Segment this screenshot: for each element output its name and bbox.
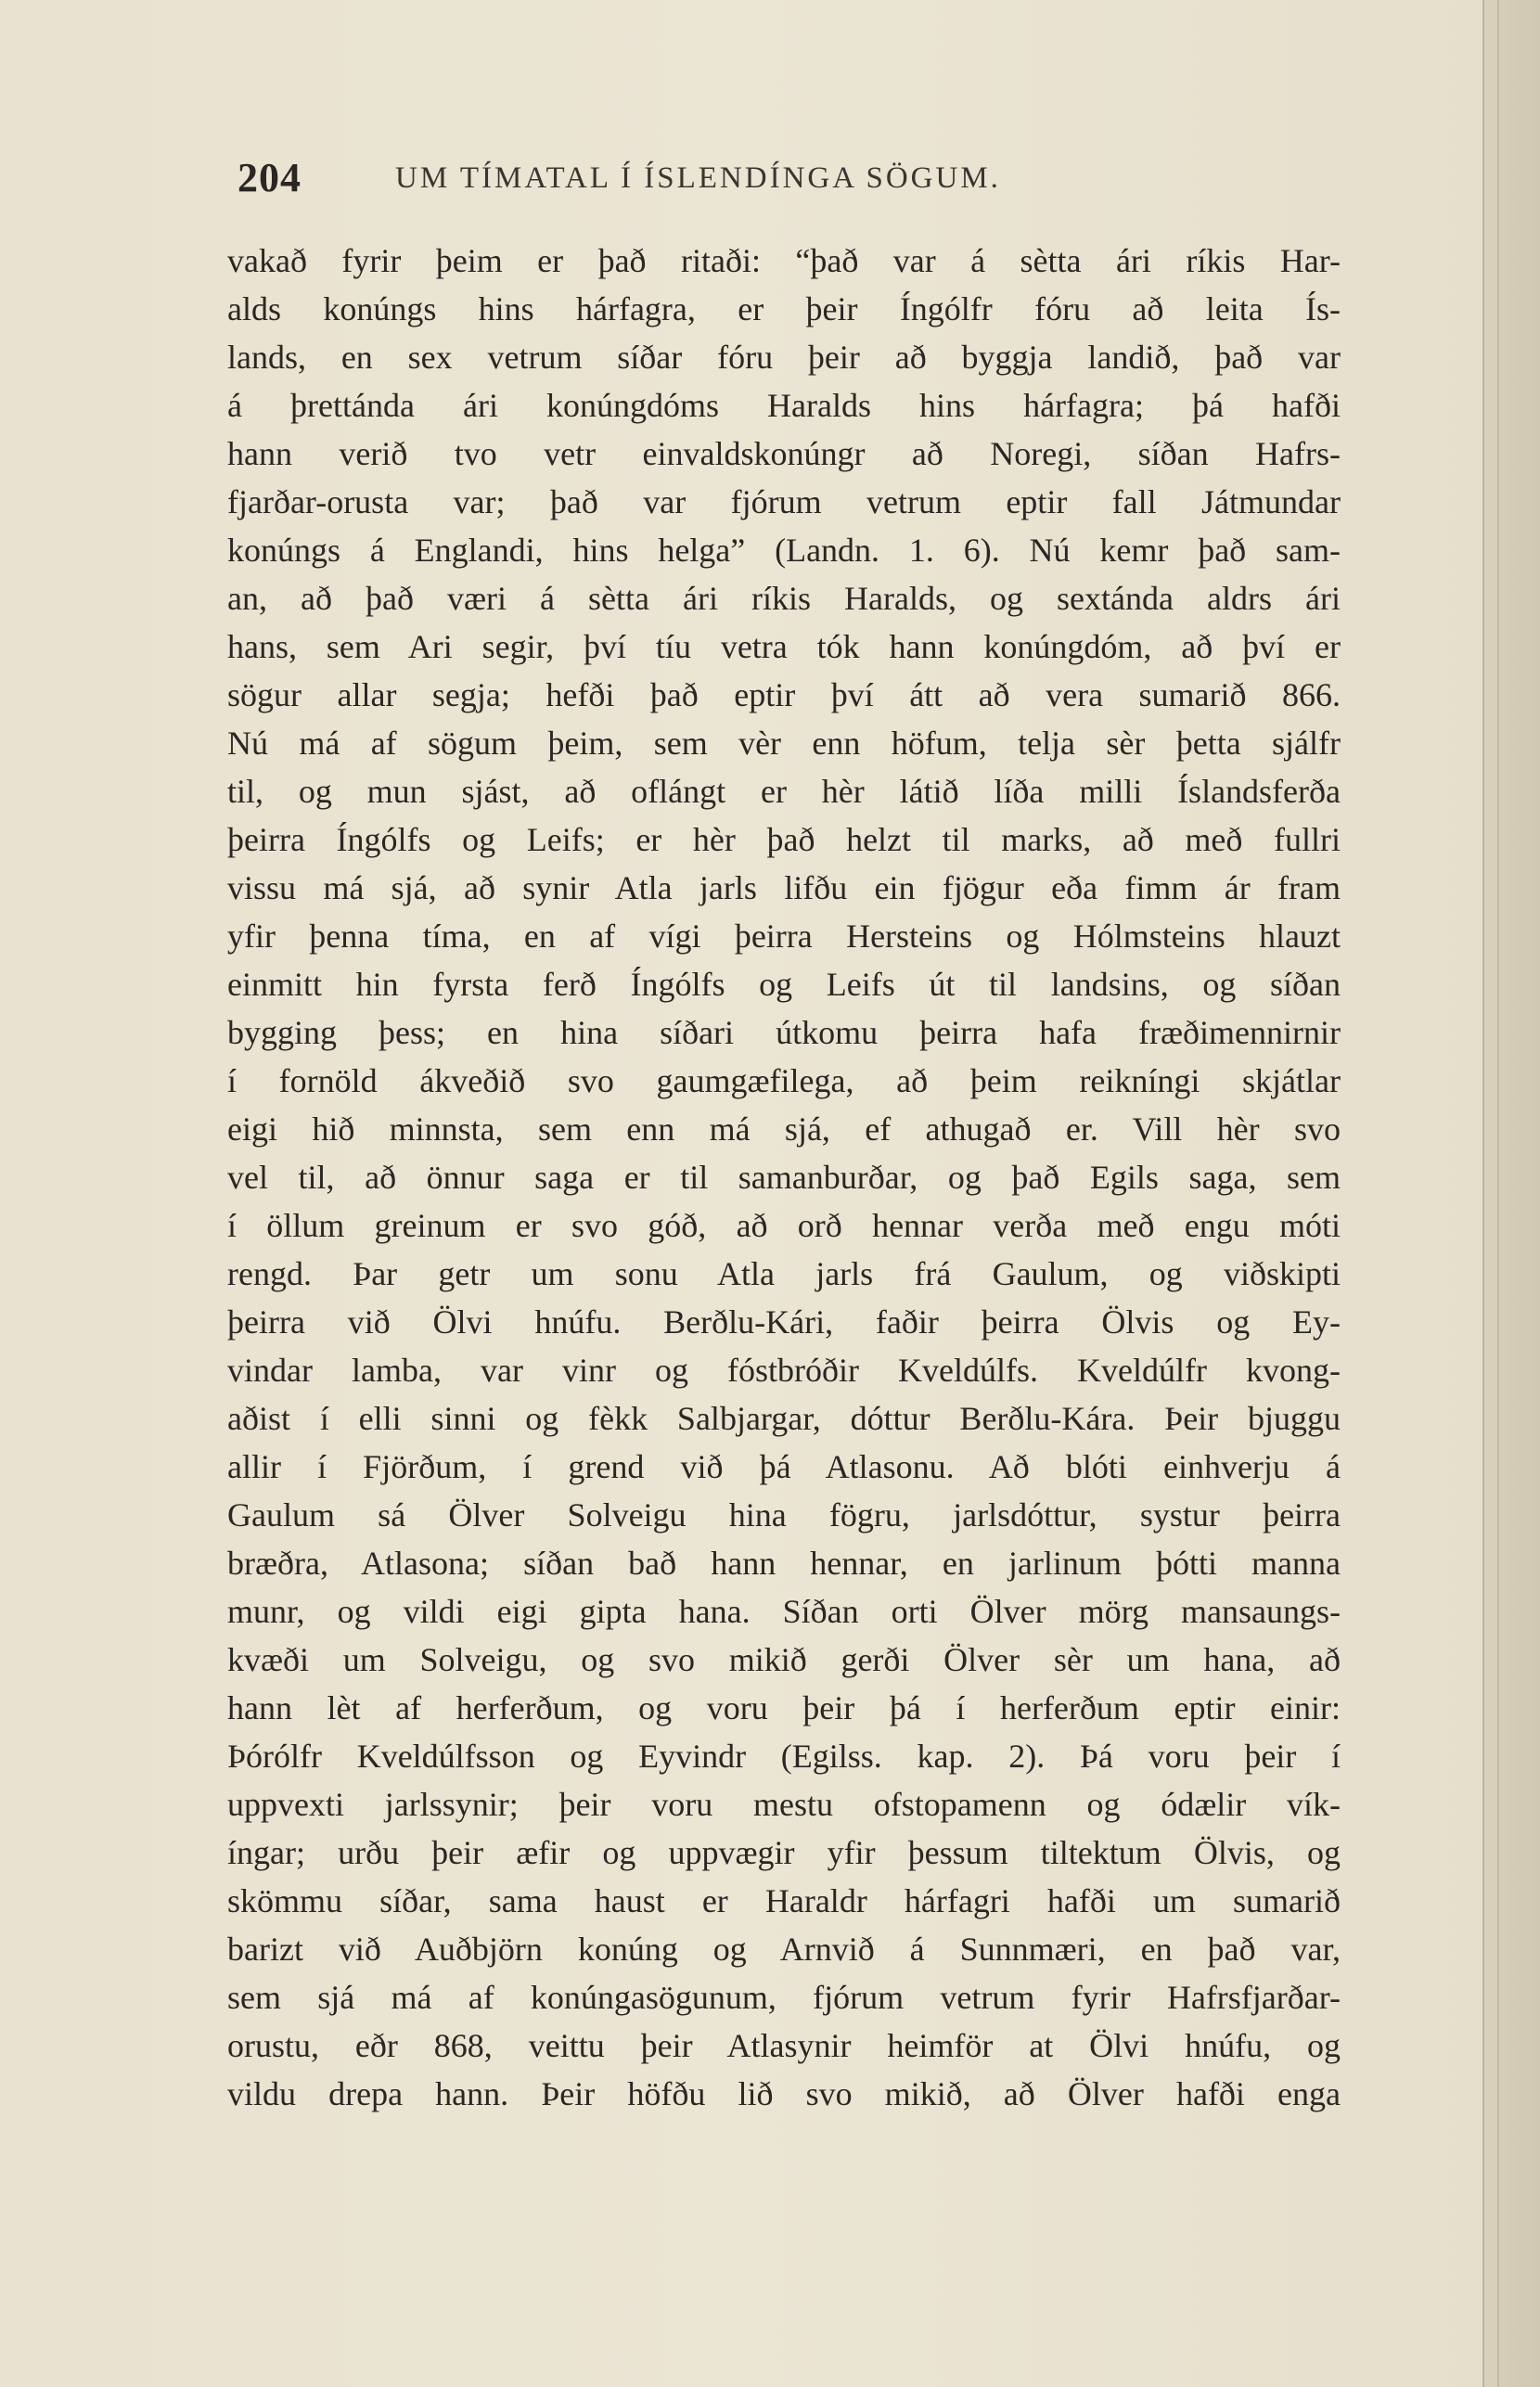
text-line: bygging þess; en hina síðari útkomu þeirra hafa fræðimennirnir (227, 1014, 1341, 1051)
page-edge (1482, 0, 1540, 2387)
text-line: lands, en sex vetrum síðar fóru þeir að byggja landið, það var (227, 339, 1341, 376)
page-number: 204 (237, 155, 302, 200)
text-line: Gaulum sá Ölver Solveigu hina fögru, jarlsdóttur, systur þeirra (227, 1496, 1341, 1534)
text-line: kvæði um Solveigu, og svo mikið gerði Ölver sèr um hana, að (227, 1641, 1341, 1678)
text-line: í fornöld ákveðið svo gaumgæfilega, að þeim reikníngi skjátlar (227, 1062, 1341, 1099)
body-text (227, 237, 1341, 2118)
text-line: þeirra Íngólfs og Leifs; er hèr það helzt til marks, að með fullri (227, 821, 1341, 858)
text-line: hann verið tvo vetr einvaldskonúngr að Noregi, síðan Hafrs- (227, 435, 1341, 472)
text-line: Nú má af sögum þeim, sem vèr enn höfum, telja sèr þetta sjálfr (227, 725, 1341, 762)
text-line: vakað fyrir þeim er það ritaði: “það var á sètta ári ríkis Har- (227, 242, 1341, 279)
text-line: aðist í elli sinni og fèkk Salbjargar, dóttur Berðlu-Kára. Þeir bjuggu (227, 1400, 1341, 1437)
text-line: skömmu síðar, sama haust er Haraldr hárfagri hafði um sumarið (227, 1882, 1341, 1919)
text-line: konúngs á Englandi, hins helga” (Landn. 1. 6). Nú kemr það sam- (227, 532, 1341, 569)
text-line: an, að það væri á sètta ári ríkis Haralds, og sextánda aldrs ári (227, 580, 1341, 617)
page-edge-line (1497, 0, 1499, 2387)
text-line: til, og mun sjást, að oflángt er hèr látið líða milli Íslandsferða (227, 773, 1341, 810)
text-line: vel til, að önnur saga er til samanburðar, og það Egils saga, sem (227, 1159, 1341, 1196)
text-line: bræðra, Atlasona; síðan bað hann hennar, en jarlinum þótti manna (227, 1545, 1341, 1582)
text-line: rengd. Þar getr um sonu Atla jarls frá Gaulum, og viðskipti (227, 1255, 1341, 1292)
text-line: vissu má sjá, að synir Atla jarls lifðu ein fjögur eða fimm ár fram (227, 869, 1341, 906)
page-header (237, 154, 1341, 210)
text-line: sem sjá má af konúngasögunum, fjórum vetrum fyrir Hafrsfjarðar- (227, 1979, 1341, 2016)
text-line: Þórólfr Kveldúlfsson og Eyvindr (Egilss. kap. 2). Þá voru þeir í (227, 1738, 1341, 1775)
running-title: UM TÍMATAL Í ÍSLENDÍNGA SÖGUM. (395, 161, 1001, 195)
text-line: á þrettánda ári konúngdóms Haralds hins hárfagra; þá hafði (227, 387, 1341, 424)
text-line: íngar; urðu þeir æfir og uppvægir yfir þessum tiltektum Ölvis, og (227, 1834, 1341, 1871)
text-line: hans, sem Ari segir, því tíu vetra tók hann konúngdóm, að því er (227, 628, 1341, 665)
text-line: alds konúngs hins hárfagra, er þeir Íngólfr fóru að leita Ís- (227, 290, 1341, 327)
text-line: í öllum greinum er svo góð, að orð hennar verða með engu móti (227, 1207, 1341, 1244)
text-line: hann lèt af herferðum, og voru þeir þá í herferðum eptir einir: (227, 1689, 1341, 1726)
text-line: þeirra við Ölvi hnúfu. Berðlu-Kári, faðir þeirra Ölvis og Ey- (227, 1303, 1341, 1341)
text-line: yfir þenna tíma, en af vígi þeirra Hersteins og Hólmsteins hlauzt (227, 918, 1341, 955)
text-line: uppvexti jarlssynir; þeir voru mestu ofstopamenn og ódælir vík- (227, 1786, 1341, 1823)
text-line: munr, og vildi eigi gipta hana. Síðan orti Ölver mörg mansaungs- (227, 1593, 1341, 1630)
text-line: einmitt hin fyrsta ferð Íngólfs og Leifs út til landsins, og síðan (227, 966, 1341, 1003)
text-line: allir í Fjörðum, í grend við þá Atlasonu. Að blóti einhverju á (227, 1448, 1341, 1485)
text-line: vildu drepa hann. Þeir höfðu lið svo mikið, að Ölver hafði enga (227, 2075, 1341, 2112)
text-line: barizt við Auðbjörn konúng og Arnvið á Sunnmæri, en það var, (227, 1931, 1341, 1968)
text-line: eigi hið minnsta, sem enn má sjá, ef athugað er. Vill hèr svo (227, 1110, 1341, 1148)
text-line: orustu, eðr 868, veittu þeir Atlasynir heimför at Ölvi hnúfu, og (227, 2027, 1341, 2064)
text-line: sögur allar segja; hefði það eptir því átt að vera sumarið 866. (227, 676, 1341, 713)
text-line: vindar lamba, var vinr og fóstbróðir Kveldúlfs. Kveldúlfr kvong- (227, 1352, 1341, 1389)
text-line: fjarðar-orusta var; það var fjórum vetrum eptir fall Játmundar (227, 483, 1341, 520)
